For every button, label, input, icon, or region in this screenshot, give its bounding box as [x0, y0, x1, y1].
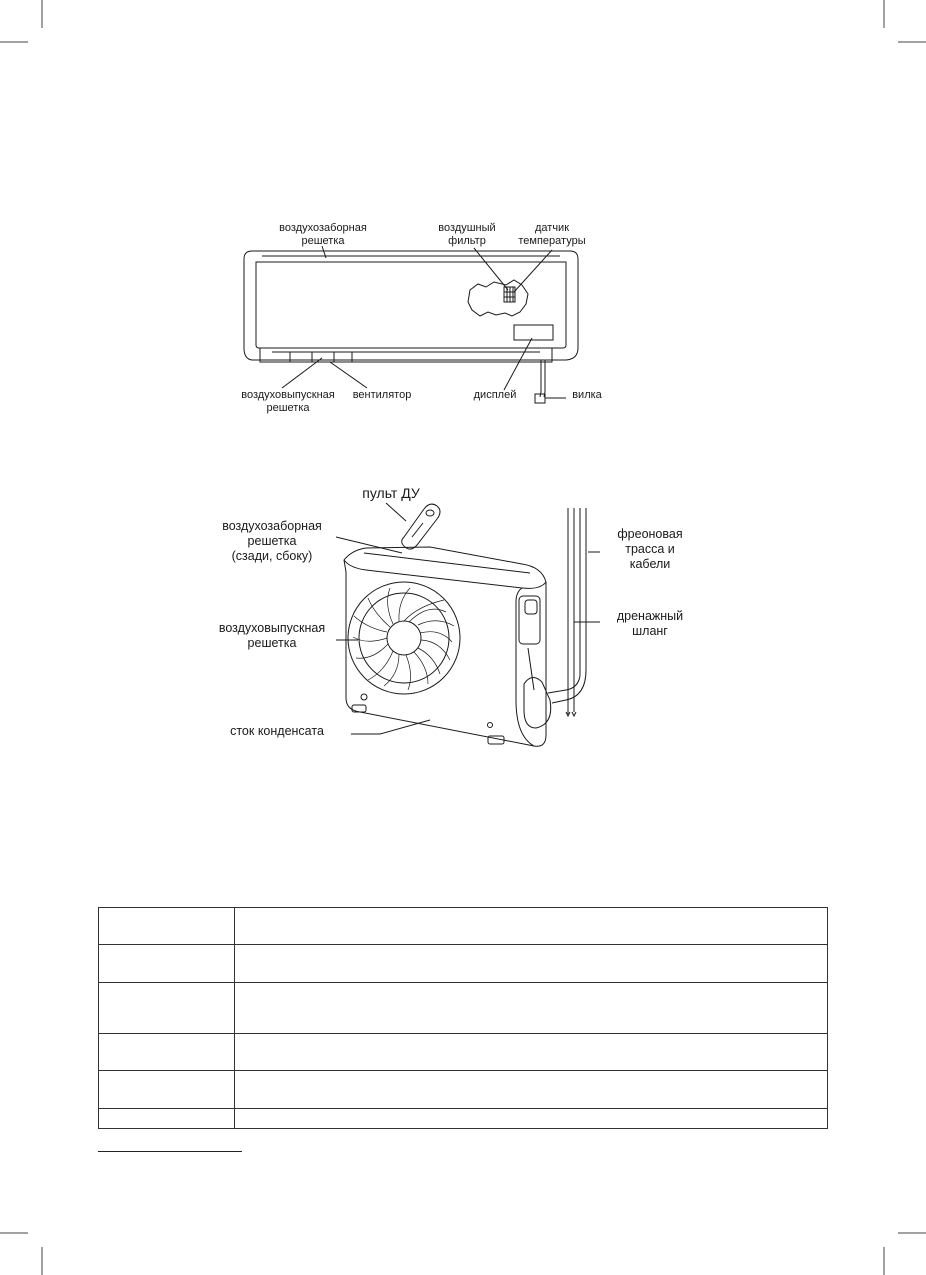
table-cell [99, 945, 235, 983]
specification-table [98, 907, 828, 1129]
outdoor-unit-drawing [336, 508, 600, 746]
indoor-unit-drawing [244, 246, 578, 403]
label-air-intake-grille: воздухозаборная решетка [279, 222, 367, 247]
label-fan: вентилятор [352, 389, 412, 401]
table-cell [235, 908, 828, 945]
footnote-separator [98, 1151, 242, 1152]
table-cell [99, 908, 235, 945]
table-cell [99, 1071, 235, 1109]
table-cell [235, 1071, 828, 1109]
table-cell [99, 1109, 235, 1129]
label-freon-line: фреоновая трасса и кабели [617, 527, 683, 571]
label-air-outlet-grille-indoor: воздуховыпускная решетка [241, 389, 335, 414]
table-cell [235, 945, 828, 983]
table-cell [99, 983, 235, 1034]
label-air-outlet-grille-outdoor: воздуховыпускная решетка [218, 621, 326, 650]
label-remote-control: пульт ДУ [362, 485, 420, 501]
label-air-filter: воздушный фильтр [438, 222, 496, 247]
table-cell [235, 1109, 828, 1129]
remote-control-drawing [386, 503, 440, 549]
table-row [99, 1034, 828, 1071]
table-cell [99, 1034, 235, 1071]
label-plug: вилка [572, 389, 602, 401]
table-cell [235, 1034, 828, 1071]
label-temperature-sensor: датчик температуры [518, 222, 586, 247]
table-row [99, 945, 828, 983]
table-row [99, 1071, 828, 1109]
table-row [99, 908, 828, 945]
label-condensate-drain: сток конденсата [230, 724, 324, 738]
label-display: дисплей [473, 389, 517, 401]
label-drain-hose: дренажный шланг [616, 609, 684, 638]
table-row [99, 1109, 828, 1129]
label-air-intake-grille-outdoor: воздухозаборная решетка (сзади, сбоку) [222, 519, 322, 563]
table-row [99, 983, 828, 1034]
table-cell [235, 983, 828, 1034]
